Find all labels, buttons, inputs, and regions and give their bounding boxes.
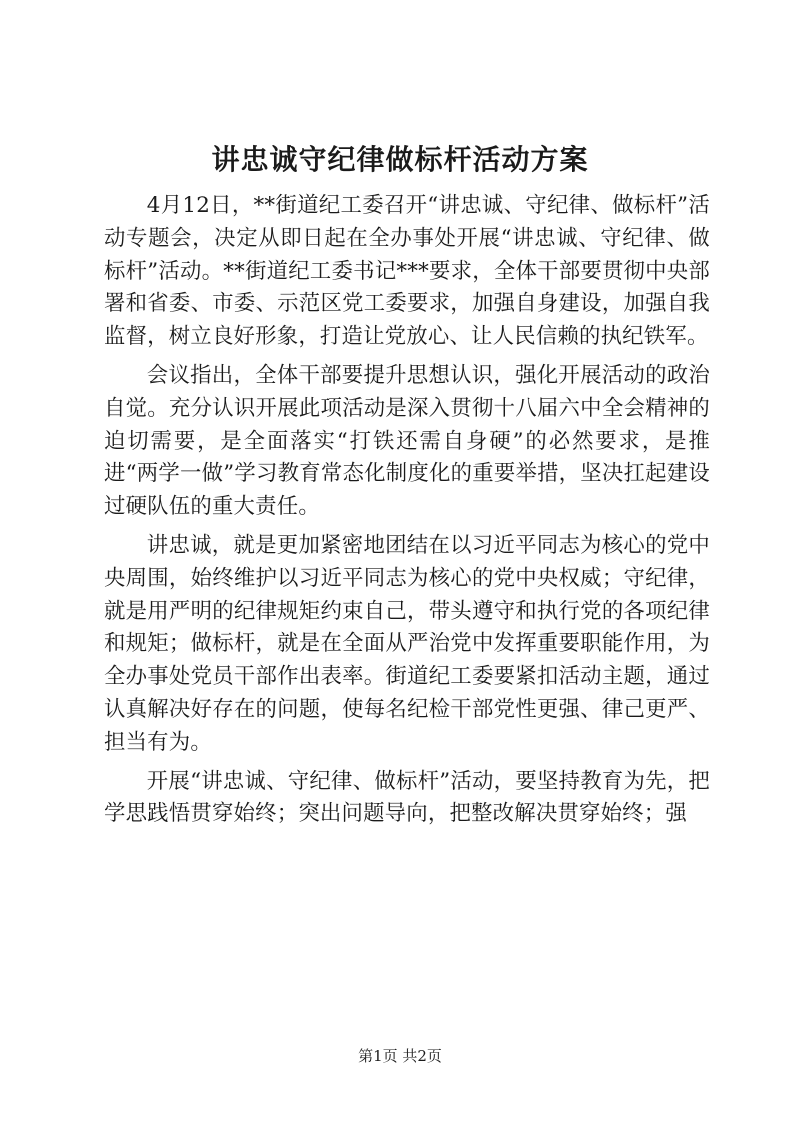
paragraph-2: 会议指出，全体干部要提升思想认识，强化开展活动的政治自觉。充分认识开展此项活动是深入贯彻十八届六中全会精神的迫切需要，是全面落实“打铁还需自身硬”的必然要求，是推进“两学一做”学习教育常态化制度化的重要举措，坚决扛起建设过硬队伍的重大责任。 [104, 362, 710, 520]
paragraph-3: 讲忠诚，就是更加紧密地团结在以习近平同志为核心的党中央周围，始终维护以习近平同志为核心的党中央权威；守纪律，就是用严明的纪律规矩约束自己，带头遵守和执行党的各项纪律和规矩；做标杆，就是在全面从严治党中发挥重要职能作用，为全办事处党员干部作出表率。街道纪工委要紧扣活动主题，通过认真解决好存在的问题，使每名纪检干部党性更强、律己更严、担当有为。 [104, 532, 710, 755]
document-title: 讲忠诚守纪律做标杆活动方案 [211, 143, 589, 176]
paragraph-1: 4月12日，**街道纪工委召开“讲忠诚、守纪律、做标杆”活动专题会，决定从即日起在全办事处开展“讲忠诚、守纪律、做标杆”活动。**街道纪工委书记***要求，全体干部要贯彻中央部署和省委、市委、示范区党工委要求，加强自身建设，加强自我监督，树立良好形象，打造让党放心、让人民信赖的执纪铁军。 [104, 193, 710, 350]
page-number-footer: 第1页 共2页 [358, 1047, 442, 1065]
document-body [104, 190, 710, 837]
paragraph-4: 开展“讲忠诚、守纪律、做标杆”活动，要坚持教育为先，把学思践悟贯穿始终；突出问题导向，把整改解决贯穿始终；强 [104, 768, 710, 827]
